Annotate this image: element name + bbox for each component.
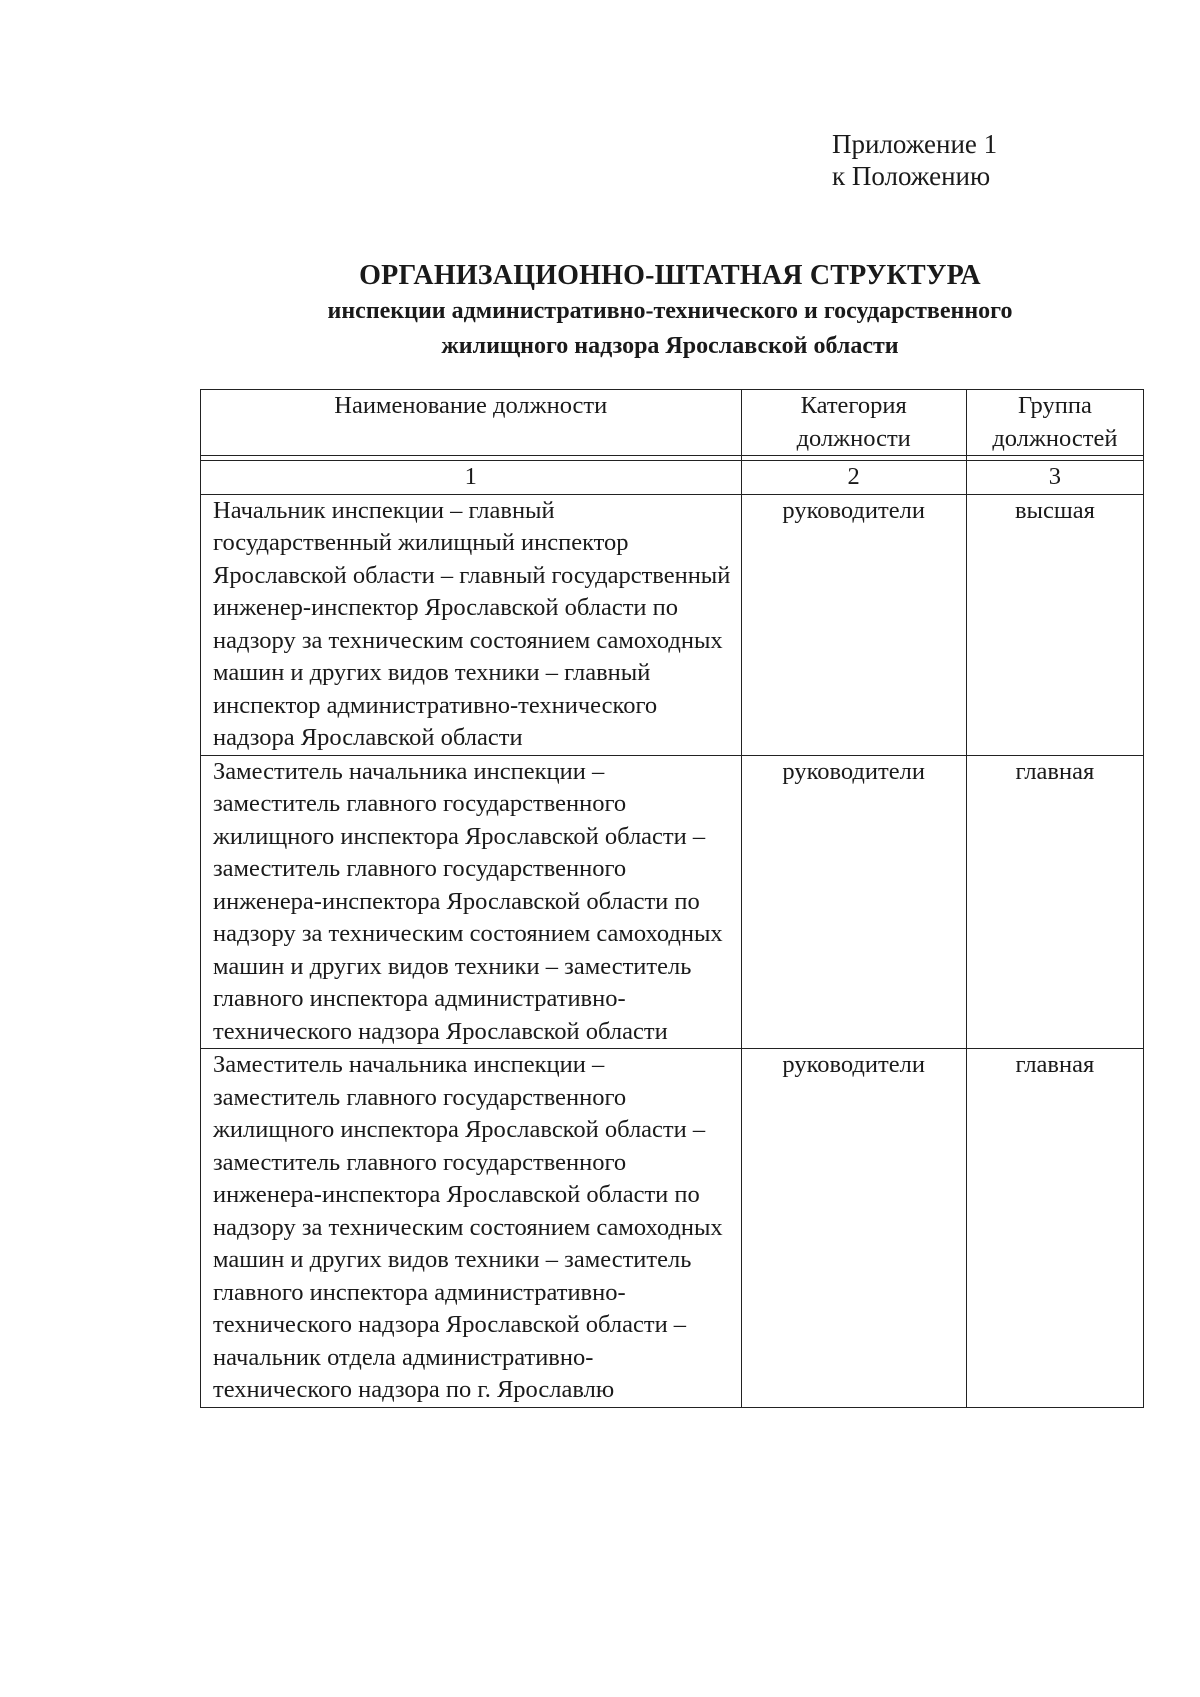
position-category: руководители [741, 755, 966, 1049]
column-number-2: 2 [741, 461, 966, 495]
column-number-1: 1 [201, 461, 742, 495]
position-category: руководители [741, 494, 966, 755]
column-number-row [201, 461, 1144, 495]
column-number-3: 3 [966, 461, 1143, 495]
header-group: Группа должностей [966, 390, 1143, 456]
position-group: высшая [966, 494, 1143, 755]
title-main: ОРГАНИЗАЦИОННО-ШТАТНАЯ СТРУКТУРА [359, 260, 981, 291]
header-position-name: Наименование должности [201, 390, 742, 456]
title-sub-2: жилищного надзора Ярославской области [441, 333, 899, 359]
document-title [200, 258, 1140, 364]
position-category: руководители [741, 1049, 966, 1408]
table-header-row [201, 390, 1144, 456]
position-group: главная [966, 1049, 1143, 1408]
appendix-line-2: к Положению [832, 161, 991, 191]
table-row [201, 494, 1144, 755]
appendix-line-1: Приложение 1 [832, 129, 998, 159]
title-sub-1: инспекции административно-технического и государственного [327, 298, 1013, 324]
header-category: Категория должности [741, 390, 966, 456]
position-name: Заместитель начальника инспекции – заместитель главного государственного жилищного инспектора Ярославской области – заместитель главного государственного инженера-инспектора Ярославской области по надзору за техническим состоянием самоходных машин и других видов техники – заместитель главного инспектора административно-технического надзора Ярославской области [201, 755, 742, 1049]
table-row [201, 1049, 1144, 1408]
staff-structure-table [200, 389, 1144, 1408]
position-name: Начальник инспекции – главный государственный жилищный инспектор Ярославской области – главный государственный инженер-инспектор Ярославской области по надзору за техническим состоянием самоходных машин и других видов техники – главный инспектор административно-технического надзора Ярославской области [201, 494, 742, 755]
position-group: главная [966, 755, 1143, 1049]
table-row [201, 755, 1144, 1049]
appendix-note [832, 128, 997, 192]
position-name: Заместитель начальника инспекции – заместитель главного государственного жилищного инспектора Ярославской области – заместитель главного государственного инженера-инспектора Ярославской области по надзору за техническим состоянием самоходных машин и других видов техники – заместитель главного инспектора административно-технического надзора Ярославской области – начальник отдела административно-технического надзора по г. Ярославлю [201, 1049, 742, 1408]
